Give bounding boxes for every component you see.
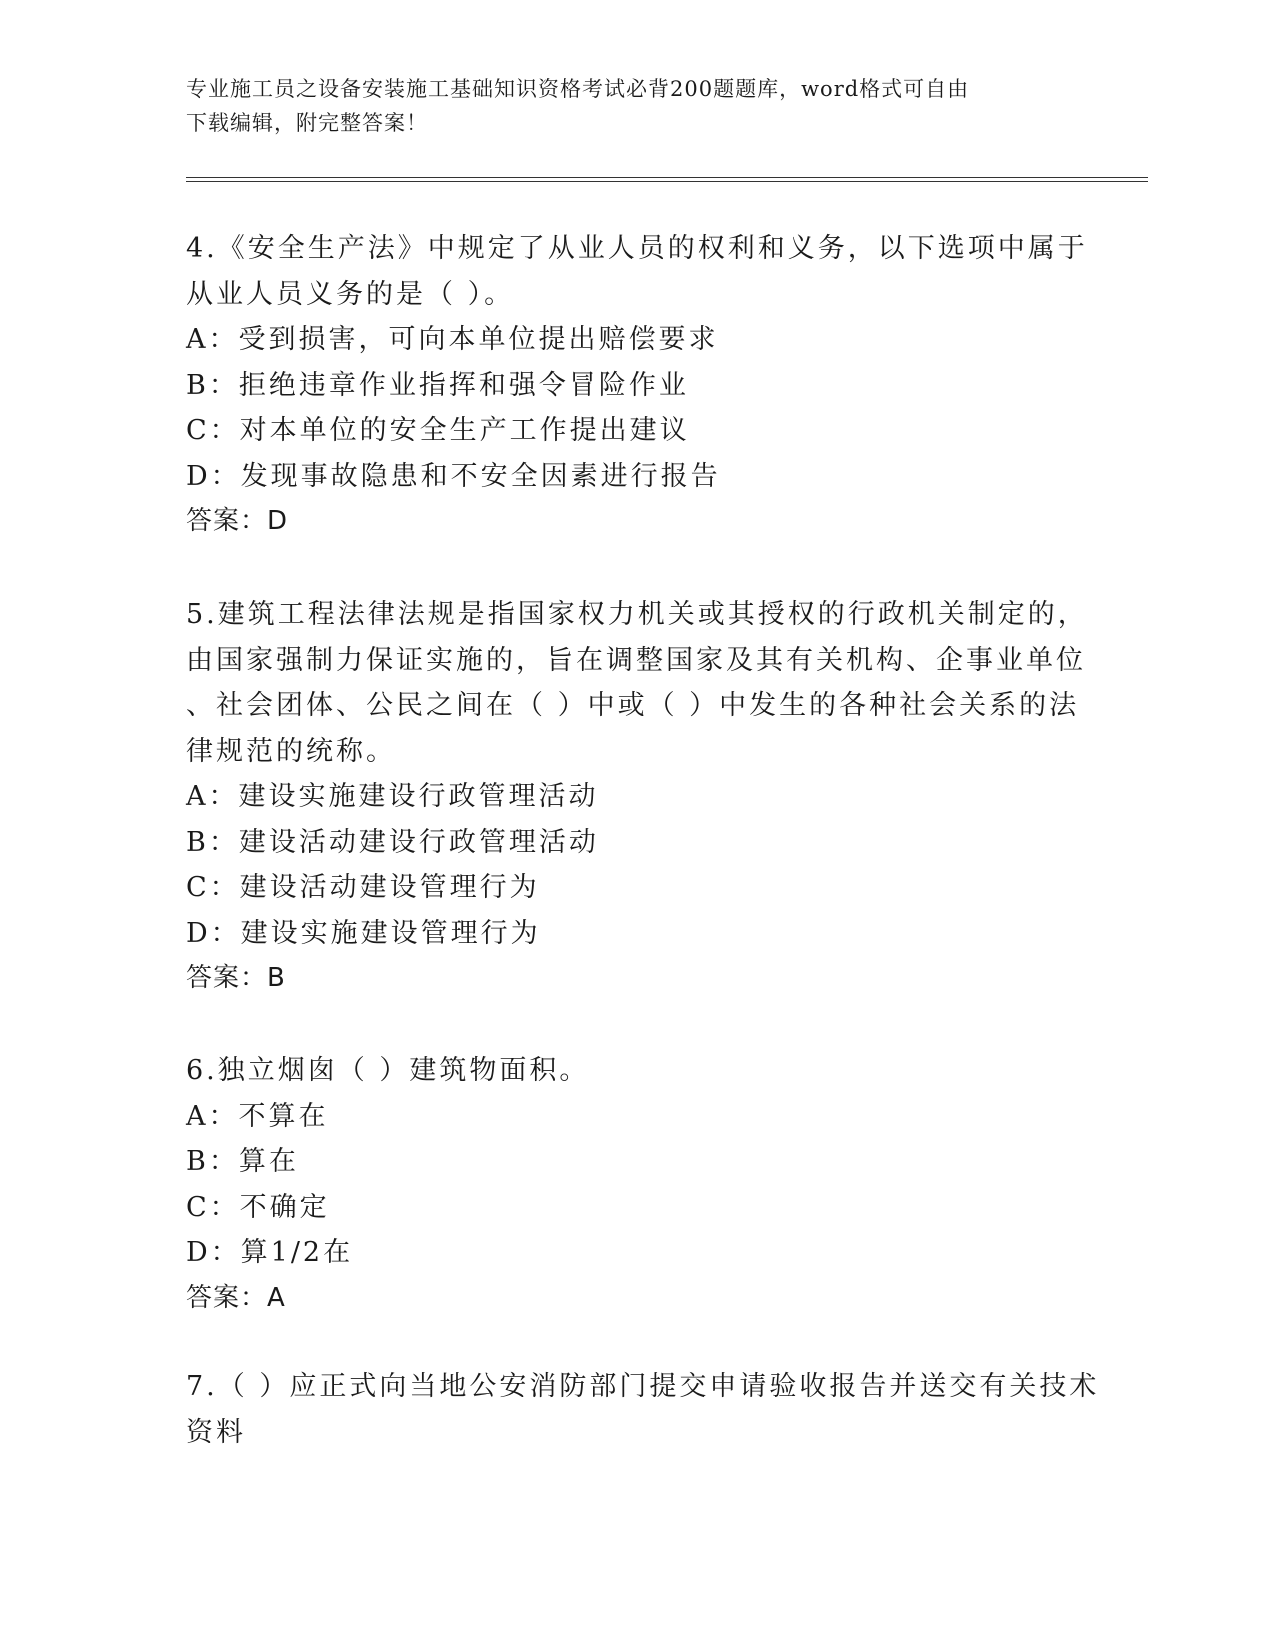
option-b: B：拒绝违章作业指挥和强令冒险作业 [186, 369, 689, 401]
question-text-line: 律规范的统称。 [186, 735, 396, 767]
option-d: D：建设实施建设管理行为 [186, 917, 541, 949]
header-divider-bottom [186, 181, 1148, 182]
option-b: B：建设活动建设行政管理活动 [186, 826, 599, 858]
option-d: D：算1/2在 [186, 1237, 354, 1268]
question-text-line: 由国家强制力保证实施的，旨在调整国家及其有关机构、企事业单位 [186, 644, 1086, 676]
option-c: C：对本单位的安全生产工作提出建议 [186, 415, 690, 446]
option-c: C：不确定 [186, 1191, 330, 1223]
question-text-line: 5.建筑工程法律法规是指国家权力机关或其授权的行政机关制定的， [186, 599, 1088, 630]
question-6 [186, 1048, 1066, 1321]
question-5 [186, 592, 1088, 1002]
answer-label: 答案：D [186, 506, 289, 536]
question-text-line: 资料 [186, 1416, 246, 1448]
answer-label: 答案：B [186, 963, 286, 993]
question-text-line: 6.独立烟囱（ ）建筑物面积。 [186, 1055, 590, 1086]
header-divider-top [186, 177, 1148, 178]
answer-label: 答案：A [186, 1282, 286, 1313]
question-text-line: 、社会团体、公民之间在（ ）中或（ ）中发生的各种社会关系的法 [186, 690, 1080, 721]
header-line-1: 专业施工员之设备安装施工基础知识资格考试必背200题题库，word格式可自由 [186, 77, 970, 101]
option-a: A：受到损害，可向本单位提出赔偿要求 [186, 324, 719, 355]
option-a: A：不算在 [186, 1100, 329, 1132]
document-header [186, 72, 1066, 140]
question-text-line: 4.《安全生产法》中规定了从业人员的权利和义务，以下选项中属于 [186, 233, 1088, 264]
header-line-2: 下载编辑，附完整答案！ [186, 111, 428, 135]
question-4 [186, 226, 1088, 545]
question-text-line: 从业人员义务的是（ ）。 [186, 278, 515, 310]
option-a: A：建设实施建设行政管理活动 [186, 781, 599, 812]
question-7 [186, 1364, 1100, 1455]
question-text-line: 7.（ ）应正式向当地公安消防部门提交申请验收报告并送交有关技术 [186, 1371, 1100, 1402]
option-c: C：建设活动建设管理行为 [186, 872, 540, 903]
option-d: D：发现事故隐患和不安全因素进行报告 [186, 460, 721, 492]
option-b: B：算在 [186, 1146, 299, 1177]
